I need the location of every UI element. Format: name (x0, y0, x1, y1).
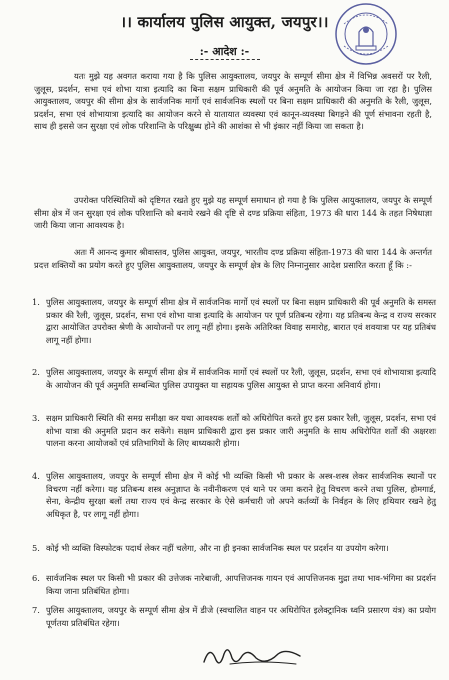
list-item-text: सार्वजनिक स्थल पर किसी भी प्रकार की उत्तेजक नारेबाजी, आपत्तिजनक गायन एवं आपत्तिजनक मुद्रा तथा भाव-भंगिमा का प्रदर्शन किया जाना प्रतिबंधित होगा। (46, 573, 436, 596)
list-item (32, 470, 436, 520)
signature-icon (200, 640, 310, 670)
list-item (32, 412, 436, 450)
list-item-text: पुलिस आयुक्तालय, जयपुर के सम्पूर्ण सीमा क्षेत्र में सार्वजनिक मार्गो एवं स्थलों पर रैली, जुलूस, प्रदर्शन, सभा एवं शोभायात्रा इत्यादि के आयोजन की पूर्व अनुमति सम्बन्धित पुलिस उपायुक्त या सहायक पुलिस आयुक्त से प्राप्त करना अनिवार्य होगा। (46, 367, 436, 390)
heading-underline (190, 59, 260, 60)
list-item-number: 7. (32, 605, 40, 615)
order-heading: :- आदेश :- (199, 45, 250, 58)
list-item-number: 4. (32, 471, 40, 481)
list-item-number: 5. (32, 543, 40, 553)
list-item-number: 6. (32, 573, 40, 583)
list-item-text: पुलिस आयुक्तालय, जयपुर के सम्पूर्ण सीमा क्षेत्र में डीजे (स्वचालित वाहन पर अधिरोपित इलेक्ट्रानिक ध्वनि प्रसारण यंत्र) का प्रयोग पूर्णतया प्रतिबंधित रहेगा। (46, 605, 436, 628)
list-item-text: सक्षम प्राधिकारी स्थिति की समग्र समीक्षा कर यथा आवश्यक शर्तों को अधिरोपित करते हुए इस प्रकार रैली, जुलूस, प्रदर्शन, सभा एवं शोभा यात्रा की अनुमति प्रदान कर सकेंगे। सक्षम प्राधिकारी द्वारा इस प्रकार जारी अनुमति के साथ अधिरोपित शर्तों की अक्षरशः पालना करना आयोजकों एवं प्रतिभागियों के लिए बाध्यकारी होगा। (46, 413, 436, 448)
list-item-text: पुलिस आयुक्तालय, जयपुर के सम्पूर्ण सीमा क्षेत्र में सार्वजनिक मार्गो एवं स्थलों पर बिना सक्षम प्राधिकारी की पूर्व अनुमति के समस्त प्रकार की रैली, जुलूस, प्रदर्शन, सभा एवं शोभा यात्रा इत्यादि के आयोजन पर पूर्ण प्रतिबन्ध रहेगा। यह प्रतिबन्ध केन्द्र व राज्य सरकार द्वारा आयोजित उपरोक्त श्रेणी के आयोजनों पर लागू नहीं होगा। इसके अतिरिक्त विवाह समारोह, बारात एवं शवयात्रा पर यह प्रतिबंध लागू नहीं होगा। (46, 297, 436, 345)
list-item (32, 296, 436, 346)
list-item-number: 3. (32, 413, 40, 423)
list-item (32, 542, 436, 555)
list-item (32, 366, 436, 391)
list-item-text: कोई भी व्यक्ति विस्फोटक पदार्थ लेकर नहीं चलेगा, और ना ही इनका सार्वजनिक स्थल पर प्रदर्शन या उपयोग करेगा। (46, 543, 389, 553)
list-item-text: पुलिस आयुक्तालय, जयपुर के सम्पूर्ण सीमा क्षेत्र में कोई भी व्यक्ति किसी भी प्रकार के अस्त्र-शस्त्र लेकर सार्वजनिक स्थानों पर विचरण नहीं करेगा। यह प्रतिबन्ध शस्त्र अनुज्ञाप्त के नवीनीकरण एवं थाने पर जमा कराने हेतु विचरण करने तथा पुलिस, होमगार्ड, सेना, केन्द्रीय सुरक्षा बलों तथा राज्य एवं केन्द्र सरकार के ऐसे कर्मचारी जो अपने कर्तव्यों के निर्वहन के लिए हथियार रखने हेतु अधिकृत है, पर लागू नहीं होगा। (46, 471, 436, 519)
intro-paragraph: यतः मुझे यह अवगत कराया गया है कि पुलिस आयुक्तालय, जयपुर के सम्पूर्ण सीमा क्षेत्र में विभिन्न अवसरों पर रैली, जुलूस, प्रदर्शन, सभा एवं शोभा यात्रा इत्यादि का बिना सक्षम प्राधिकारी की पूर्व अनुमति के आयोजन किया जा रहा है। पुलिस आयुक्तालय, जयपुर की सीमा क्षेत्र के सार्वजनिक मार्गो एवं सार्वजनिक स्थलों पर बिना सक्षम प्राधिकारी की अनुमति के रैली, जुलूस, प्रदर्शन, सभा एवं शोभायात्रा इत्यादि का आयोजन करने से यातायात व्यवस्था एवं कानून-व्यवस्था बिगड़ने की पूर्ण संभावना रहती है, साथ ही इससे जन सुरक्षा एवं लोक परिशान्ति के परिक्षुब्ध होने की आशंका से भी इंकार नहीं किया जा सकता है। (34, 71, 432, 131)
list-item-number: 2. (32, 367, 40, 377)
third-paragraph: अतः मैं आनन्द कुमार श्रीवास्तव, पुलिस आयुक्त, जयपुर, भारतीय दण्ड प्रक्रिया संहिता-1973 की धारा 144 के अन्तर्गत प्रदत्त शक्तियों का प्रयोग करते हुए पुलिस आयुक्तालय, जयपुर के सम्पूर्ण क्षेत्र के लिए निम्नानुसार आदेश प्रसारित करता हूँ कि :- (34, 247, 432, 270)
office-title: ।। कार्यालय पुलिस आयुक्त, जयपुर।। (120, 13, 329, 31)
list-item (32, 572, 436, 597)
list-item (32, 604, 436, 629)
list-item-number: 1. (32, 297, 40, 307)
second-paragraph: उपरोक्त परिस्थितियों को दृष्टिगत रखते हुए मुझे यह सम्पूर्ण समाधान हो गया है कि पुलिस आयुक्तालय, जयपुर के सम्पूर्ण सीमा क्षेत्र में जन सुरक्षा एवं लोक परिशान्ति को बनाये रखने की दृष्टि से दण्ड प्रक्रिया संहिता, 1973 की धारा 144 के तहत निषेधाज्ञा जारी किया जाना आवश्यक है। (34, 195, 432, 230)
